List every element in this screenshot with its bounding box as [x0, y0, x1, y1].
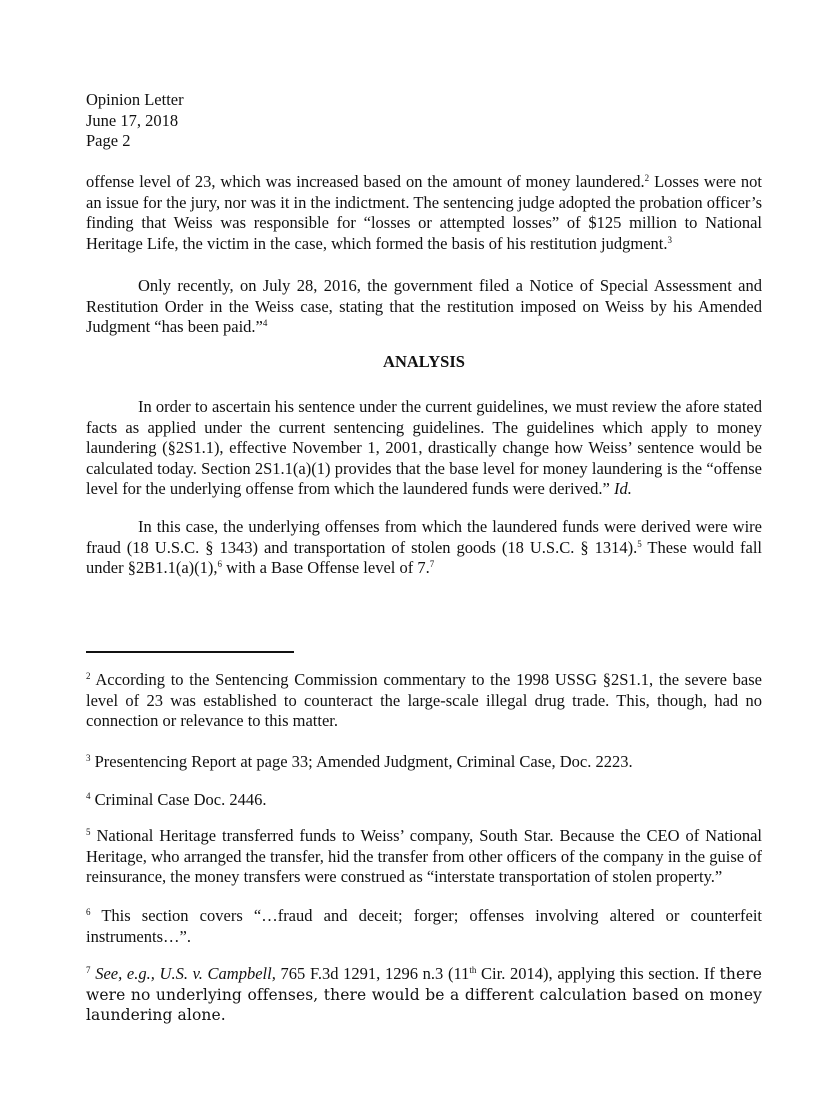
footnote-ref-2: 2: [644, 173, 650, 183]
footnote-6: $^6$ This section covers “…fraud and deceit; forger; offenses involving altered or counterfeit instruments…”.: [86, 906, 762, 946]
header-page-number: Page 2: [86, 131, 131, 150]
footnote-5: $^5$ National Heritage transferred funds to Weiss’ company, South Star. Because the CEO of National Heritage, who arranged the transfer, hid the transfer from other officers of the company in the guise of reinsurance, the money transfers were construed as “interstate transportation of stolen property.”: [86, 826, 762, 886]
section-heading-analysis: ANALYSIS: [383, 352, 465, 371]
footnote-ref-5: 5: [637, 538, 642, 549]
letter-header: [86, 90, 184, 152]
footnote-7: $^7$ See, e.g., U.S. v. Campbell, 765 F.3d 1291, 1296 n.3 (11th Cir. 2014), applying this section. If there were no underlying offenses, there would be a different calculation based on money laundering alone.: [86, 964, 762, 1024]
paragraph-offense-level: offense level of 23, which was increased based on the amount of money laundered.$^2$ Losses were not an issue for the jury, nor was it in the indictment. The sentencing judge adopted the probation officer’s finding that Weiss was responsible for “losses or attempted losses” of $125 million to National Heritage Life, the victim in the case, which formed the basis of his restitution judgment.$^3$: [86, 172, 762, 253]
footnote-ref-3: 3: [667, 234, 672, 245]
footnote-4: $^4$ Criminal Case Doc. 2446.: [86, 790, 267, 809]
footnote-ref-4: 4: [262, 318, 268, 328]
footnote-ref-6: 6: [217, 559, 223, 569]
paragraph-guidelines: In order to ascertain his sentence under the current guidelines, we must review the afore stated facts as applied under the current sentencing guidelines. The guidelines which apply to money laundering (§2S1.1), effective November 1, 2001, drastically change how Weiss’ sentence would be calculated today. Section 2S1.1(a)(1) provides that the base level for money laundering is the “offense level for the underlying offense from which the laundered funds were derived.” Id.: [86, 397, 762, 498]
paragraph-restitution: Only recently, on July 28, 2016, the government filed a Notice of Special Assessment and Restitution Order in the Weiss case, stating that the restitution imposed on Weiss by his Amended Judgment “has been paid.”$^4$: [86, 276, 762, 336]
footnote-separator: [86, 651, 294, 653]
footnote-ref-7: 7: [429, 559, 435, 569]
id-citation: Id.: [613, 479, 632, 498]
footnote-2: $^2$ According to the Sentencing Commission commentary to the 1998 USSG §2S1.1, the severe base level of 23 was established to counteract the large-scale illegal drug trade. This, though, had no connection or relevance to this matter.: [86, 670, 762, 730]
header-date: June 17, 2018: [86, 110, 179, 130]
footnote-3: $^3$ Presentencing Report at page 33; Amended Judgment, Criminal Case, Doc. 2223.: [86, 752, 633, 771]
header-title: Opinion Letter: [86, 90, 184, 109]
paragraph-underlying-offenses: In this case, the underlying offenses from which the laundered funds were derived were wire fraud (18 U.S.C. § 1343) and transportation of stolen goods (18 U.S.C. § 1314).$^5$ These would fall under §2B1.1(a)(1),$^6$ with a Base Offense level of 7.$^7$: [86, 517, 762, 577]
